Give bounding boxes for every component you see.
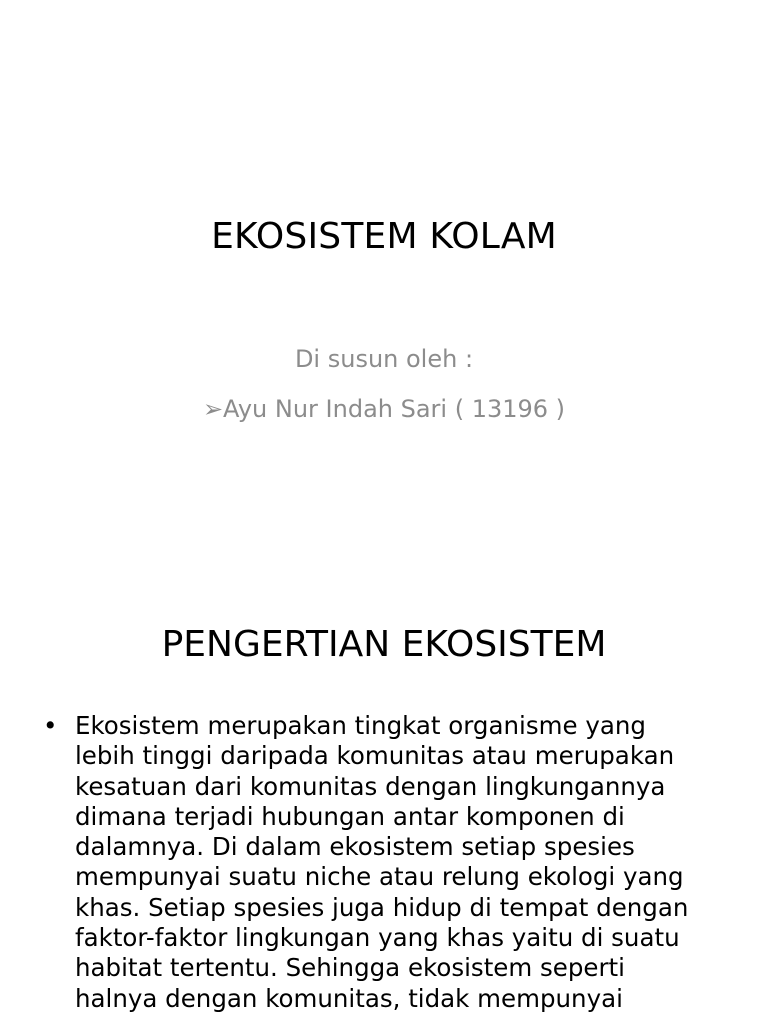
author-line	[0, 384, 768, 434]
slide-subtitle	[0, 334, 768, 434]
bullet-line: kesatuan dari komunitas dengan lingkungannya	[75, 771, 666, 801]
slide-title: EKOSISTEM KOLAM	[211, 216, 557, 257]
content-slide	[0, 576, 768, 1024]
bullet-line: dimana terjadi hubungan antar komponen di	[75, 801, 625, 831]
bullet-line: halnya dengan komunitas, tidak mempunyai	[75, 983, 623, 1013]
bullet-text	[75, 711, 743, 1014]
bullet-line: khas. Setiap spesies juga hidup di tempat dengan	[75, 892, 689, 922]
bullet-line: dalamnya. Di dalam ekosistem setiap spesies	[75, 832, 635, 862]
bullet-line: faktor-faktor lingkungan yang khas yaitu di suatu	[75, 923, 680, 953]
author-name: Ayu Nur Indah Sari ( 13196 )	[223, 395, 566, 423]
bullet-line: habitat tertentu. Sehingga ekosistem seperti	[75, 953, 625, 983]
author-label: Di susun oleh :	[294, 345, 474, 373]
bullet-line: mempunyai suatu niche atau relung ekologi yang	[75, 862, 684, 892]
bullet-item	[43, 711, 743, 1014]
arrow-bullet-icon: ➢	[202, 395, 224, 423]
bullet-dot-icon: •	[43, 711, 58, 740]
bullet-line: Ekosistem merupakan tingkat organisme yang	[75, 711, 646, 740]
bullet-line: lebih tinggi daripada komunitas atau merupakan	[75, 741, 675, 771]
slide-title: PENGERTIAN EKOSISTEM	[161, 624, 607, 665]
